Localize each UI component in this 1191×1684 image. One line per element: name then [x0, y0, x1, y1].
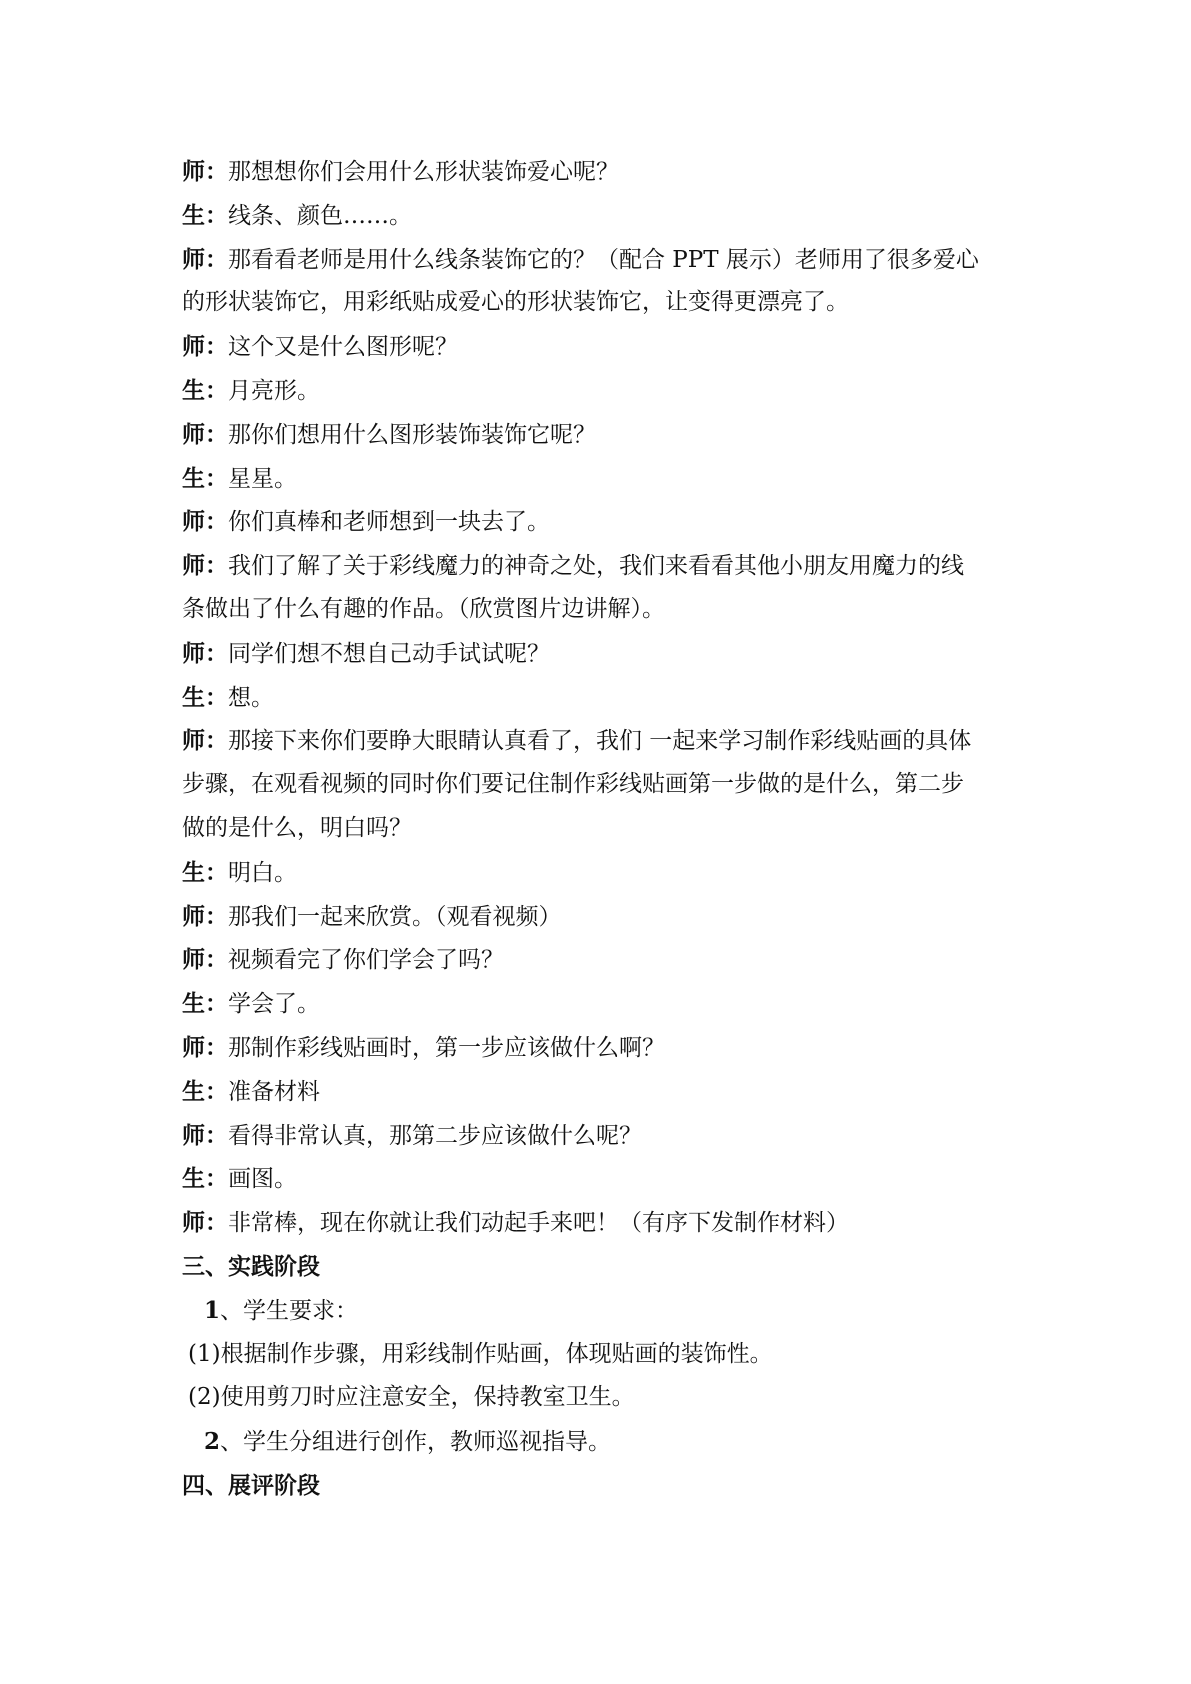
- dialogue-line: [182, 325, 1032, 369]
- dialogue-line: [182, 1157, 1032, 1201]
- dialogue-text: 明白。: [228, 859, 297, 886]
- section-heading-exhibition: 四、展评阶段: [182, 1471, 320, 1499]
- dialogue-text: 那想想你们会用什么形状装饰爱心呢？: [228, 159, 619, 185]
- speaker-label: 师：: [182, 420, 228, 448]
- dialogue-line: [182, 238, 1032, 282]
- speaker-label: 师：: [182, 902, 228, 930]
- speaker-label: 师：: [182, 639, 228, 667]
- speaker-label: 师：: [182, 245, 228, 273]
- speaker-label: 生：: [182, 990, 228, 1018]
- dialogue-line: [182, 938, 1032, 982]
- list-text: 、学生要求：: [220, 1297, 359, 1324]
- dialogue-text: 学会了。: [228, 991, 320, 1018]
- dialogue-text: 步骤，在观看视频的同时你们要记住制作彩线贴画第一步做的是什么，第二步: [182, 771, 964, 798]
- speaker-label: 师：: [182, 1033, 228, 1061]
- section-heading-practice: 三、实践阶段: [182, 1252, 320, 1280]
- dialogue-text: 的形状装饰它，用彩纸贴成爱心的形状装饰它，让变得更漂亮了。: [182, 289, 849, 316]
- sub-item-2: (2)使用剪刀时应注意安全，保持教室卫生。: [188, 1384, 635, 1411]
- dialogue-line: [182, 676, 1032, 720]
- list-item-student-requirements: [182, 1289, 1032, 1333]
- dialogue-text: 线条、颜色……。: [228, 202, 412, 229]
- dialogue-text: 那接下来你们要睁大眼睛认真看了，我们 一起来学习制作彩线贴画的具体: [228, 728, 972, 755]
- dialogue-line: [182, 1114, 1032, 1158]
- dialogue-line: [182, 982, 1032, 1026]
- dialogue-text: 准备材料: [228, 1078, 320, 1105]
- speaker-label: 师：: [182, 333, 228, 361]
- speaker-label: 生：: [182, 858, 228, 886]
- dialogue-line: [182, 500, 1032, 544]
- list-item-group-work: [182, 1420, 1032, 1464]
- dialogue-text: 这个又是什么图形呢？: [228, 334, 458, 361]
- sub-item-1: (1)根据制作步骤，用彩线制作贴画，体现贴画的装饰性。: [188, 1340, 773, 1367]
- speaker-label: 生：: [182, 1077, 228, 1105]
- speaker-label: 生：: [182, 1165, 228, 1193]
- speaker-label: 师：: [182, 552, 228, 580]
- dialogue-block: [182, 150, 1032, 1245]
- dialogue-line: [182, 807, 1032, 851]
- dialogue-line: [182, 719, 1032, 763]
- dialogue-line: [182, 457, 1032, 501]
- dialogue-text: 非常棒，现在你就让我们动起手来吧！（有序下发制作材料）: [228, 1210, 849, 1237]
- document-page: [182, 150, 1032, 1508]
- speaker-label: 生：: [182, 376, 228, 404]
- dialogue-line: [182, 150, 1032, 194]
- speaker-label: 师：: [182, 508, 228, 536]
- dialogue-line: [182, 281, 1032, 325]
- dialogue-line: [182, 763, 1032, 807]
- dialogue-text: 那看看老师是用什么线条装饰它的？（配合 PPT 展示）老师用了很多爱心: [228, 246, 979, 273]
- dialogue-line: [182, 588, 1032, 632]
- dialogue-line: [182, 851, 1032, 895]
- speaker-label: 生：: [182, 683, 228, 711]
- dialogue-text: 想。: [228, 684, 274, 711]
- dialogue-text: 条做出了什么有趣的作品。（欣赏图片边讲解）。: [182, 595, 665, 622]
- dialogue-text: 那制作彩线贴画时，第一步应该做什么啊？: [228, 1034, 665, 1061]
- dialogue-text: 星星。: [228, 465, 297, 492]
- dialogue-text: 你们真棒和老师想到一块去了。: [228, 509, 550, 536]
- dialogue-text: 我们了解了关于彩线魔力的神奇之处，我们来看看其他小朋友用魔力的线: [228, 553, 964, 580]
- list-text: 、学生分组进行创作，教师巡视指导。: [220, 1429, 612, 1456]
- speaker-label: 师：: [182, 158, 228, 185]
- dialogue-text: 那你们想用什么图形装饰装饰它呢？: [228, 421, 596, 448]
- dialogue-line: [182, 194, 1032, 238]
- dialogue-text: 视频看完了你们学会了吗？: [228, 947, 504, 974]
- dialogue-line: [182, 369, 1032, 413]
- dialogue-text: 月亮形。: [228, 377, 320, 404]
- speaker-label: 生：: [182, 464, 228, 492]
- speaker-label: 师：: [182, 1209, 228, 1237]
- list-number: 1: [204, 1296, 221, 1324]
- speaker-label: 生：: [182, 201, 228, 229]
- dialogue-line: [182, 1201, 1032, 1245]
- dialogue-line: [182, 1026, 1032, 1070]
- dialogue-line: [182, 544, 1032, 588]
- dialogue-text: 画图。: [228, 1166, 297, 1193]
- list-number: 2: [204, 1428, 221, 1456]
- speaker-label: 师：: [182, 1121, 228, 1149]
- speaker-label: 师：: [182, 727, 228, 755]
- dialogue-text: 那我们一起来欣赏。（观看视频）: [228, 903, 562, 930]
- dialogue-line: [182, 1070, 1032, 1114]
- dialogue-line: [182, 895, 1032, 939]
- dialogue-text: 同学们想不想自己动手试试呢？: [228, 640, 550, 667]
- dialogue-text: 做的是什么，明白吗？: [182, 814, 412, 841]
- dialogue-line: [182, 632, 1032, 676]
- speaker-label: 师：: [182, 946, 228, 974]
- dialogue-line: [182, 413, 1032, 457]
- dialogue-text: 看得非常认真，那第二步应该做什么呢？: [228, 1122, 642, 1149]
